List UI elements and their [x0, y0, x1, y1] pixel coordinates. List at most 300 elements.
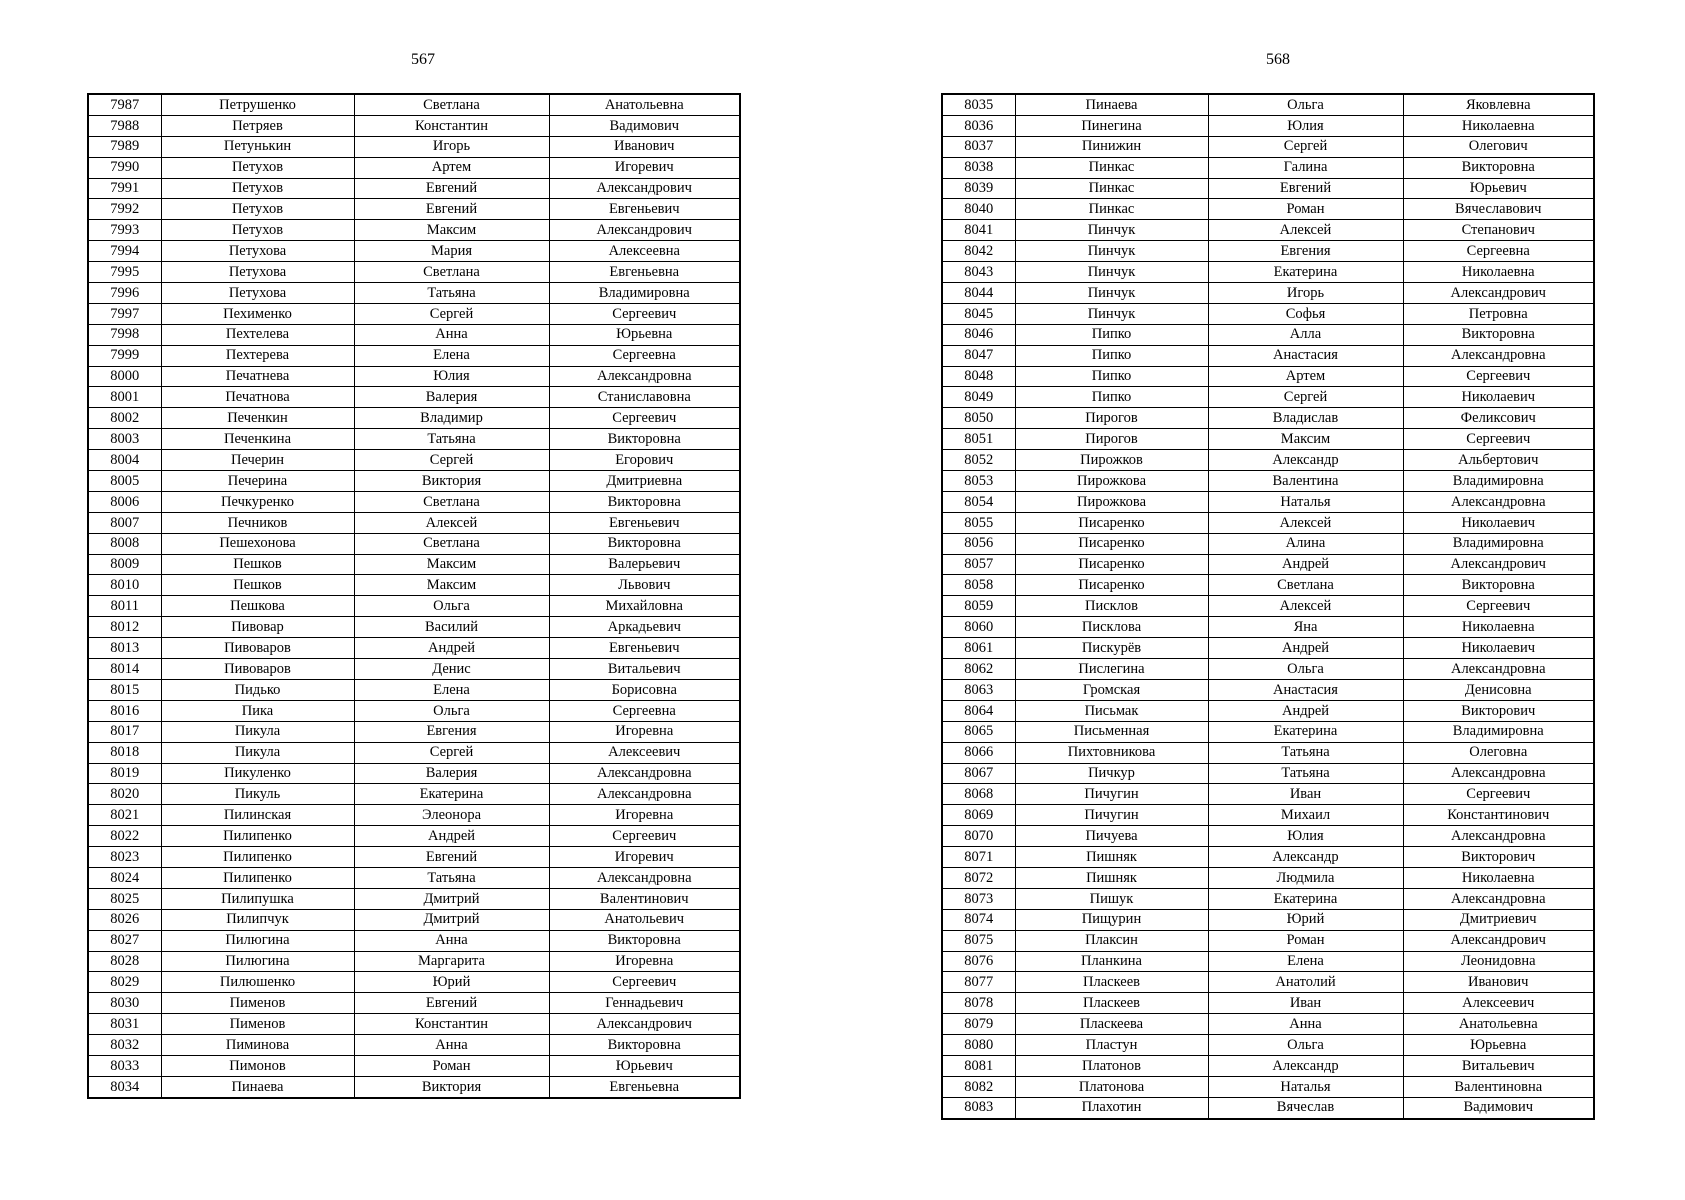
table-row [942, 450, 1594, 471]
record-number-cell: 8040 [942, 199, 1015, 220]
record-number-cell: 8017 [88, 721, 161, 742]
table-row [942, 867, 1594, 888]
surname-cell: Пипко [1015, 345, 1208, 366]
record-number-cell: 8012 [88, 617, 161, 638]
patronymic-cell: Игоревна [549, 951, 740, 972]
record-number-cell: 7989 [88, 136, 161, 157]
surname-cell: Петухов [161, 220, 354, 241]
table-row [88, 554, 740, 575]
patronymic-cell: Анатольевна [549, 94, 740, 115]
patronymic-cell: Игоревич [549, 157, 740, 178]
patronymic-cell: Игоревич [549, 847, 740, 868]
patronymic-cell: Валерьевич [549, 554, 740, 575]
surname-cell: Пичугин [1015, 805, 1208, 826]
table-row [942, 429, 1594, 450]
table-row [942, 700, 1594, 721]
patronymic-cell: Александрович [1403, 554, 1594, 575]
table-row [88, 429, 740, 450]
patronymic-cell: Сергеевич [549, 972, 740, 993]
table-row [942, 805, 1594, 826]
first-name-cell: Вячеслав [1208, 1097, 1403, 1118]
record-number-cell: 8052 [942, 450, 1015, 471]
surname-cell: Пискурёв [1015, 638, 1208, 659]
table-row [942, 408, 1594, 429]
first-name-cell: Александр [1208, 847, 1403, 868]
first-name-cell: Артем [354, 157, 549, 178]
first-name-cell: Максим [1208, 429, 1403, 450]
patronymic-cell: Александровна [549, 366, 740, 387]
surname-cell: Пимонов [161, 1055, 354, 1076]
surname-cell: Пирогов [1015, 408, 1208, 429]
table-row [88, 220, 740, 241]
surname-cell: Писклов [1015, 596, 1208, 617]
record-number-cell: 8013 [88, 638, 161, 659]
first-name-cell: Анна [354, 1035, 549, 1056]
table-row [88, 784, 740, 805]
patronymic-cell: Юрьевна [549, 324, 740, 345]
first-name-cell: Евгений [354, 199, 549, 220]
record-number-cell: 8016 [88, 700, 161, 721]
surname-cell: Писаренко [1015, 512, 1208, 533]
table-row [942, 972, 1594, 993]
surname-cell: Печерина [161, 471, 354, 492]
table-row [942, 94, 1594, 115]
record-number-cell: 8051 [942, 429, 1015, 450]
first-name-cell: Сергей [1208, 136, 1403, 157]
record-number-cell: 8009 [88, 554, 161, 575]
surname-cell: Пикула [161, 742, 354, 763]
record-number-cell: 8068 [942, 784, 1015, 805]
surname-cell: Писаренко [1015, 533, 1208, 554]
record-number-cell: 8047 [942, 345, 1015, 366]
table-row [942, 847, 1594, 868]
patronymic-cell: Петровна [1403, 303, 1594, 324]
record-number-cell: 8082 [942, 1076, 1015, 1097]
patronymic-cell: Николаевна [1403, 115, 1594, 136]
first-name-cell: Максим [354, 554, 549, 575]
surname-cell: Пехименко [161, 303, 354, 324]
patronymic-cell: Сергеевич [1403, 596, 1594, 617]
first-name-cell: Юлия [1208, 826, 1403, 847]
surname-cell: Пименов [161, 993, 354, 1014]
patronymic-cell: Олеговна [1403, 742, 1594, 763]
patronymic-cell: Валентиновна [1403, 1076, 1594, 1097]
record-number-cell: 8002 [88, 408, 161, 429]
surname-cell: Пишняк [1015, 867, 1208, 888]
surname-cell: Петунькин [161, 136, 354, 157]
record-number-cell: 8060 [942, 617, 1015, 638]
page-number-right: 568 [1266, 51, 1290, 68]
surname-cell: Пинкас [1015, 157, 1208, 178]
table-row [942, 345, 1594, 366]
patronymic-cell: Сергеевич [1403, 784, 1594, 805]
patronymic-cell: Викторович [1403, 700, 1594, 721]
table-row [88, 491, 740, 512]
surname-cell: Письмак [1015, 700, 1208, 721]
surname-cell: Пидько [161, 679, 354, 700]
record-number-cell: 8062 [942, 659, 1015, 680]
patronymic-cell: Владимировна [1403, 471, 1594, 492]
patronymic-cell: Владимировна [549, 283, 740, 304]
record-number-cell: 8048 [942, 366, 1015, 387]
first-name-cell: Мария [354, 241, 549, 262]
table-row [88, 157, 740, 178]
first-name-cell: Максим [354, 575, 549, 596]
surname-cell: Пинкас [1015, 178, 1208, 199]
patronymic-cell: Иванович [549, 136, 740, 157]
table-row [942, 115, 1594, 136]
first-name-cell: Галина [1208, 157, 1403, 178]
surname-cell: Пласкеева [1015, 1014, 1208, 1035]
surname-cell: Печенкина [161, 429, 354, 450]
surname-cell: Пинижин [1015, 136, 1208, 157]
roster-table-right-body [942, 94, 1594, 1119]
record-number-cell: 8046 [942, 324, 1015, 345]
table-row [942, 491, 1594, 512]
roster-table-left-body [88, 94, 740, 1098]
record-number-cell: 8020 [88, 784, 161, 805]
table-row [88, 700, 740, 721]
table-row [88, 888, 740, 909]
record-number-cell: 8007 [88, 512, 161, 533]
surname-cell: Пименов [161, 1014, 354, 1035]
first-name-cell: Татьяна [1208, 763, 1403, 784]
patronymic-cell: Александровна [1403, 826, 1594, 847]
patronymic-cell: Денисовна [1403, 679, 1594, 700]
first-name-cell: Евгений [1208, 178, 1403, 199]
patronymic-cell: Алексеевна [549, 241, 740, 262]
table-row [88, 345, 740, 366]
first-name-cell: Татьяна [354, 867, 549, 888]
record-number-cell: 8069 [942, 805, 1015, 826]
first-name-cell: Евгений [354, 178, 549, 199]
surname-cell: Пирожкова [1015, 491, 1208, 512]
patronymic-cell: Викторович [1403, 847, 1594, 868]
first-name-cell: Татьяна [354, 283, 549, 304]
first-name-cell: Юрий [1208, 909, 1403, 930]
surname-cell: Пинчук [1015, 241, 1208, 262]
record-number-cell: 8073 [942, 888, 1015, 909]
surname-cell: Пиминова [161, 1035, 354, 1056]
first-name-cell: Анастасия [1208, 679, 1403, 700]
surname-cell: Пинаева [1015, 94, 1208, 115]
patronymic-cell: Александрович [1403, 283, 1594, 304]
first-name-cell: Татьяна [1208, 742, 1403, 763]
table-row [942, 888, 1594, 909]
first-name-cell: Светлана [354, 533, 549, 554]
first-name-cell: Сергей [354, 303, 549, 324]
surname-cell: Пивовар [161, 617, 354, 638]
record-number-cell: 8054 [942, 491, 1015, 512]
table-row [88, 617, 740, 638]
table-row [942, 763, 1594, 784]
table-row [88, 115, 740, 136]
first-name-cell: Светлана [354, 262, 549, 283]
first-name-cell: Елена [354, 679, 549, 700]
first-name-cell: Юлия [354, 366, 549, 387]
first-name-cell: Андрей [354, 826, 549, 847]
record-number-cell: 8061 [942, 638, 1015, 659]
table-row [942, 241, 1594, 262]
first-name-cell: Андрей [354, 638, 549, 659]
patronymic-cell: Вадимович [549, 115, 740, 136]
surname-cell: Пивоваров [161, 638, 354, 659]
first-name-cell: Владимир [354, 408, 549, 429]
patronymic-cell: Дмитриевич [1403, 909, 1594, 930]
table-row [88, 659, 740, 680]
record-number-cell: 8008 [88, 533, 161, 554]
table-row [942, 199, 1594, 220]
table-row [942, 1055, 1594, 1076]
first-name-cell: Елена [1208, 951, 1403, 972]
first-name-cell: Анна [354, 930, 549, 951]
record-number-cell: 8059 [942, 596, 1015, 617]
record-number-cell: 8072 [942, 867, 1015, 888]
table-row [88, 471, 740, 492]
patronymic-cell: Иванович [1403, 972, 1594, 993]
first-name-cell: Наталья [1208, 1076, 1403, 1097]
table-row [942, 784, 1594, 805]
record-number-cell: 8004 [88, 450, 161, 471]
record-number-cell: 8058 [942, 575, 1015, 596]
table-row [88, 94, 740, 115]
first-name-cell: Юлия [1208, 115, 1403, 136]
surname-cell: Петрушенко [161, 94, 354, 115]
table-row [88, 408, 740, 429]
table-row [88, 763, 740, 784]
patronymic-cell: Викторовна [549, 429, 740, 450]
surname-cell: Планкина [1015, 951, 1208, 972]
first-name-cell: Юрий [354, 972, 549, 993]
patronymic-cell: Александровна [1403, 763, 1594, 784]
surname-cell: Пипко [1015, 387, 1208, 408]
record-number-cell: 8039 [942, 178, 1015, 199]
first-name-cell: Артем [1208, 366, 1403, 387]
surname-cell: Пластун [1015, 1035, 1208, 1056]
patronymic-cell: Викторовна [1403, 575, 1594, 596]
table-row [942, 366, 1594, 387]
first-name-cell: Анна [1208, 1014, 1403, 1035]
record-number-cell: 8057 [942, 554, 1015, 575]
first-name-cell: Сергей [354, 450, 549, 471]
patronymic-cell: Николаевна [1403, 262, 1594, 283]
first-name-cell: Константин [354, 115, 549, 136]
table-row [942, 951, 1594, 972]
record-number-cell: 7992 [88, 199, 161, 220]
record-number-cell: 8011 [88, 596, 161, 617]
record-number-cell: 8077 [942, 972, 1015, 993]
record-number-cell: 8001 [88, 387, 161, 408]
record-number-cell: 8083 [942, 1097, 1015, 1118]
surname-cell: Пичуева [1015, 826, 1208, 847]
patronymic-cell: Сергеевич [549, 303, 740, 324]
patronymic-cell: Александровна [1403, 491, 1594, 512]
patronymic-cell: Александрович [1403, 930, 1594, 951]
first-name-cell: Алексей [354, 512, 549, 533]
first-name-cell: Ольга [1208, 94, 1403, 115]
patronymic-cell: Сергеевич [1403, 366, 1594, 387]
surname-cell: Печников [161, 512, 354, 533]
table-row [88, 303, 740, 324]
record-number-cell: 8041 [942, 220, 1015, 241]
patronymic-cell: Валентинович [549, 888, 740, 909]
table-row [88, 262, 740, 283]
table-row [88, 575, 740, 596]
surname-cell: Пилюгина [161, 930, 354, 951]
first-name-cell: Маргарита [354, 951, 549, 972]
surname-cell: Пипко [1015, 366, 1208, 387]
surname-cell: Петухова [161, 262, 354, 283]
record-number-cell: 7999 [88, 345, 161, 366]
patronymic-cell: Александровна [549, 867, 740, 888]
patronymic-cell: Викторовна [549, 1035, 740, 1056]
surname-cell: Пилипенко [161, 867, 354, 888]
record-number-cell: 8034 [88, 1076, 161, 1097]
patronymic-cell: Альбертович [1403, 450, 1594, 471]
record-number-cell: 7988 [88, 115, 161, 136]
record-number-cell: 8074 [942, 909, 1015, 930]
patronymic-cell: Владимировна [1403, 533, 1594, 554]
patronymic-cell: Анатольевич [549, 909, 740, 930]
record-number-cell: 8081 [942, 1055, 1015, 1076]
patronymic-cell: Николаевна [1403, 617, 1594, 638]
surname-cell: Писаренко [1015, 575, 1208, 596]
table-row [942, 533, 1594, 554]
table-row [88, 178, 740, 199]
surname-cell: Пинчук [1015, 283, 1208, 304]
first-name-cell: Алексей [1208, 512, 1403, 533]
table-row [88, 930, 740, 951]
first-name-cell: Светлана [354, 94, 549, 115]
first-name-cell: Евгений [354, 993, 549, 1014]
surname-cell: Петухов [161, 157, 354, 178]
patronymic-cell: Александровна [1403, 659, 1594, 680]
patronymic-cell: Владимировна [1403, 721, 1594, 742]
patronymic-cell: Михайловна [549, 596, 740, 617]
patronymic-cell: Юрьевич [1403, 178, 1594, 199]
record-number-cell: 7995 [88, 262, 161, 283]
record-number-cell: 8015 [88, 679, 161, 700]
first-name-cell: Алла [1208, 324, 1403, 345]
first-name-cell: Анна [354, 324, 549, 345]
table-row [942, 136, 1594, 157]
record-number-cell: 8032 [88, 1035, 161, 1056]
table-row [88, 1035, 740, 1056]
patronymic-cell: Викторовна [549, 491, 740, 512]
patronymic-cell: Евгеньевич [549, 512, 740, 533]
first-name-cell: Ольга [1208, 1035, 1403, 1056]
table-row [88, 136, 740, 157]
table-row [88, 638, 740, 659]
first-name-cell: Ольга [354, 596, 549, 617]
surname-cell: Пехтелева [161, 324, 354, 345]
patronymic-cell: Викторовна [549, 930, 740, 951]
table-row [942, 721, 1594, 742]
first-name-cell: Софья [1208, 303, 1403, 324]
first-name-cell: Яна [1208, 617, 1403, 638]
first-name-cell: Роман [354, 1055, 549, 1076]
surname-cell: Пинкас [1015, 199, 1208, 220]
surname-cell: Пикуль [161, 784, 354, 805]
patronymic-cell: Александрович [549, 220, 740, 241]
surname-cell: Пирожкова [1015, 471, 1208, 492]
table-row [88, 721, 740, 742]
table-row [88, 241, 740, 262]
patronymic-cell: Станиславовна [549, 387, 740, 408]
first-name-cell: Иван [1208, 784, 1403, 805]
table-row [942, 554, 1594, 575]
record-number-cell: 8030 [88, 993, 161, 1014]
record-number-cell: 8044 [942, 283, 1015, 304]
roster-table-left [87, 93, 741, 1099]
record-number-cell: 8056 [942, 533, 1015, 554]
first-name-cell: Алина [1208, 533, 1403, 554]
surname-cell: Пешехонова [161, 533, 354, 554]
patronymic-cell: Александровна [1403, 345, 1594, 366]
surname-cell: Печенкин [161, 408, 354, 429]
patronymic-cell: Николаевич [1403, 638, 1594, 659]
surname-cell: Пешков [161, 554, 354, 575]
record-number-cell: 8049 [942, 387, 1015, 408]
surname-cell: Пишук [1015, 888, 1208, 909]
patronymic-cell: Евгеньевич [549, 199, 740, 220]
surname-cell: Пешкова [161, 596, 354, 617]
first-name-cell: Игорь [354, 136, 549, 157]
record-number-cell: 7997 [88, 303, 161, 324]
first-name-cell: Сергей [1208, 387, 1403, 408]
first-name-cell: Валентина [1208, 471, 1403, 492]
surname-cell: Пласкеев [1015, 972, 1208, 993]
surname-cell: Пинчук [1015, 262, 1208, 283]
table-row [88, 199, 740, 220]
first-name-cell: Екатерина [1208, 262, 1403, 283]
patronymic-cell: Вадимович [1403, 1097, 1594, 1118]
table-row [942, 512, 1594, 533]
surname-cell: Писаренко [1015, 554, 1208, 575]
patronymic-cell: Геннадьевич [549, 993, 740, 1014]
table-row [88, 512, 740, 533]
table-row [942, 575, 1594, 596]
record-number-cell: 8028 [88, 951, 161, 972]
surname-cell: Пинчук [1015, 220, 1208, 241]
surname-cell: Пилюгина [161, 951, 354, 972]
patronymic-cell: Феликсович [1403, 408, 1594, 429]
table-row [942, 1097, 1594, 1118]
record-number-cell: 8070 [942, 826, 1015, 847]
table-row [942, 659, 1594, 680]
patronymic-cell: Олегович [1403, 136, 1594, 157]
patronymic-cell: Сергеевич [549, 826, 740, 847]
table-row [88, 805, 740, 826]
first-name-cell: Александр [1208, 1055, 1403, 1076]
surname-cell: Пикуленко [161, 763, 354, 784]
surname-cell: Пешков [161, 575, 354, 596]
surname-cell: Громская [1015, 679, 1208, 700]
table-row [88, 387, 740, 408]
first-name-cell: Елена [354, 345, 549, 366]
first-name-cell: Евгений [354, 847, 549, 868]
patronymic-cell: Анатольевна [1403, 1014, 1594, 1035]
first-name-cell: Андрей [1208, 554, 1403, 575]
patronymic-cell: Александровна [549, 763, 740, 784]
first-name-cell: Валерия [354, 387, 549, 408]
surname-cell: Печатнева [161, 366, 354, 387]
record-number-cell: 8000 [88, 366, 161, 387]
first-name-cell: Ольга [354, 700, 549, 721]
table-row [942, 178, 1594, 199]
patronymic-cell: Юрьевич [549, 1055, 740, 1076]
first-name-cell: Ольга [1208, 659, 1403, 680]
